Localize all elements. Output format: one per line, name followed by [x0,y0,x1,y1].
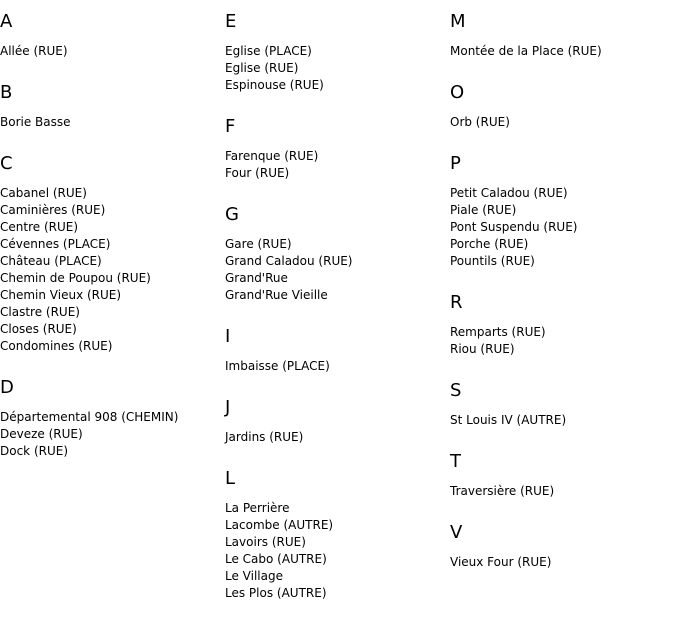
street-list [450,324,672,358]
street-list [450,412,672,429]
street-entry: Gare (RUE) [225,237,292,251]
street-entry: Centre (RUE) [0,220,79,234]
street-entry: Orb (RUE) [450,115,510,129]
letter-group-r [450,293,672,358]
letter-group-t [450,452,672,500]
letter-group-j [225,398,447,446]
street-entry: La Perrière [225,501,290,515]
letter-heading: G [225,204,239,225]
street-index-column-1 [0,12,222,460]
street-entry: Grand Caladou (RUE) [225,254,353,268]
street-entry: Riou (RUE) [450,342,515,356]
letter-heading: S [450,380,462,401]
street-entry: Petit Caladou (RUE) [450,186,568,200]
street-list [225,236,447,304]
street-entry: Grand'Rue [225,271,288,285]
street-entry: Caminières (RUE) [0,203,106,217]
letter-group-m [450,12,672,60]
letter-heading: E [225,11,237,32]
letter-group-f [225,117,447,182]
letter-heading: L [225,468,236,489]
street-entry: Château (PLACE) [0,254,102,268]
letter-heading: M [450,11,466,32]
street-entry: Lacombe (AUTRE) [225,518,334,532]
street-list [225,358,447,375]
street-entry: Borie Basse [0,115,71,129]
street-entry: Clastre (RUE) [0,305,80,319]
letter-group-p [450,154,672,270]
street-index-column-2 [225,12,447,602]
letter-group-g [225,205,447,304]
street-list [225,43,447,94]
street-entry: Le Village [225,569,283,583]
street-list [0,114,222,131]
street-entry: Pont Suspendu (RUE) [450,220,578,234]
street-entry: Grand'Rue Vieille [225,288,328,302]
street-list [225,429,447,446]
letter-heading: J [225,397,231,418]
street-entry: Condomines (RUE) [0,339,113,353]
letter-heading: V [450,522,463,543]
street-entry: Porche (RUE) [450,237,529,251]
letter-heading: O [450,82,465,103]
street-list [0,185,222,355]
street-entry: Imbaisse (PLACE) [225,359,330,373]
letter-group-e [225,12,447,94]
letter-group-v [450,523,672,571]
street-entry: Départemental 908 (CHEMIN) [0,410,179,424]
letter-heading: I [225,326,231,347]
street-entry: Dock (RUE) [0,444,69,458]
letter-group-d [0,378,222,460]
street-entry: Piale (RUE) [450,203,517,217]
letter-heading: C [0,153,13,174]
street-list [450,114,672,131]
street-entry: Farenque (RUE) [225,149,319,163]
street-entry: Le Cabo (AUTRE) [225,552,327,566]
street-entry: Four (RUE) [225,166,290,180]
street-list [0,409,222,460]
letter-heading: A [0,11,13,32]
street-list [225,500,447,602]
street-entry: Pountils (RUE) [450,254,535,268]
street-list [225,148,447,182]
street-entry: Espinouse (RUE) [225,78,324,92]
letter-group-i [225,327,447,375]
letter-heading: R [450,292,463,313]
street-entry: Allée (RUE) [0,44,68,58]
street-entry: Traversière (RUE) [450,484,555,498]
letter-group-a [0,12,222,60]
letter-heading: P [450,153,461,174]
street-entry: Remparts (RUE) [450,325,546,339]
street-entry: Eglise (PLACE) [225,44,312,58]
street-entry: Chemin de Poupou (RUE) [0,271,151,285]
street-list [450,483,672,500]
street-entry: St Louis IV (AUTRE) [450,413,567,427]
letter-group-c [0,154,222,355]
letter-heading: T [450,451,461,472]
street-list [450,185,672,270]
street-entry: Jardins (RUE) [225,430,304,444]
letter-group-l [225,469,447,602]
letter-group-o [450,83,672,131]
street-list [0,43,222,60]
letter-heading: B [0,82,13,103]
street-list [450,554,672,571]
letter-heading: F [225,116,236,137]
street-entry: Closes (RUE) [0,322,77,336]
street-entry: Lavoirs (RUE) [225,535,306,549]
street-list [450,43,672,60]
street-index-column-3 [450,12,672,571]
street-entry: Vieux Four (RUE) [450,555,552,569]
letter-group-b [0,83,222,131]
letter-heading: D [0,377,14,398]
street-entry: Les Plos (AUTRE) [225,586,327,600]
street-entry: Eglise (RUE) [225,61,299,75]
street-entry: Cévennes (PLACE) [0,237,111,251]
letter-group-s [450,381,672,429]
street-entry: Montée de la Place (RUE) [450,44,602,58]
street-entry: Cabanel (RUE) [0,186,87,200]
street-entry: Deveze (RUE) [0,427,83,441]
street-entry: Chemin Vieux (RUE) [0,288,122,302]
